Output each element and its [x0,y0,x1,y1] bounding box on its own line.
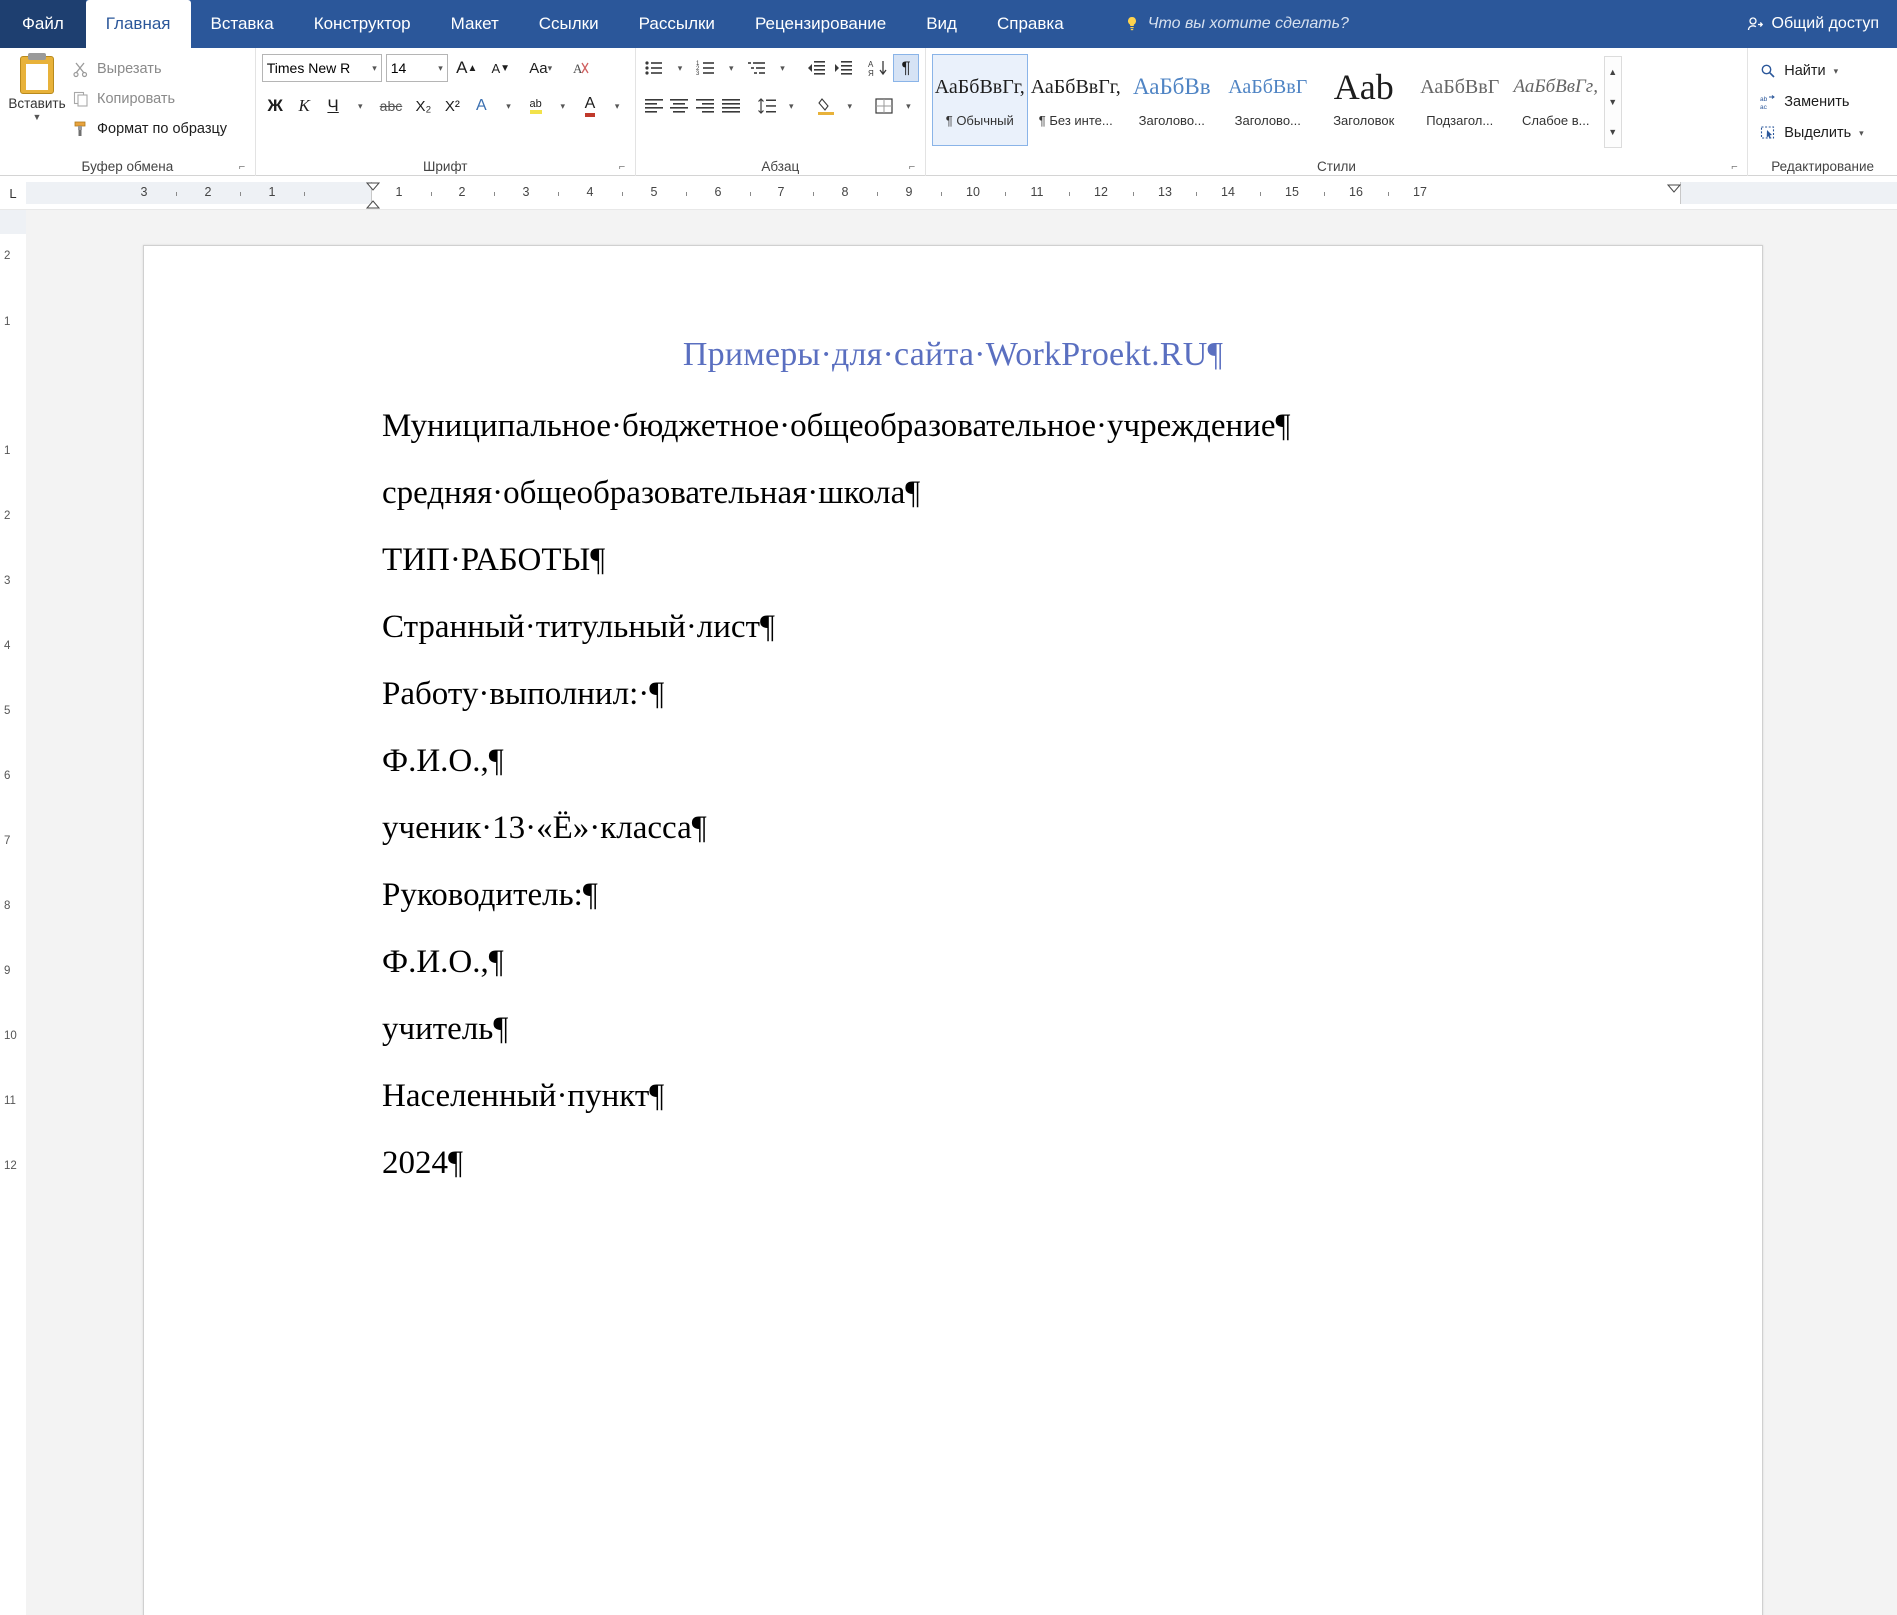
ruler-number: 3 [140,185,148,199]
ruler-number: 5 [650,185,658,199]
tab-file[interactable] [0,0,86,48]
svg-text:А: А [867,60,874,69]
replace-icon [1760,94,1776,110]
sort-button[interactable] [866,54,891,82]
style-item-title[interactable] [1316,54,1412,146]
vruler-number: 10 [4,1030,17,1042]
superscript-button[interactable] [439,92,466,120]
tab-view[interactable] [906,0,977,48]
chevron-down-icon[interactable]: ▾ [372,63,377,73]
document-area[interactable] [0,210,1897,1615]
ruler-number: 4 [586,185,594,199]
ribbon-group-paragraph [636,48,926,176]
style-preview: АаБбВвГ [1420,75,1500,98]
highlight-label: ab [530,98,542,114]
style-name: Слабое в... [1522,113,1590,128]
copy-label: Копировать [97,90,176,107]
style-name: ¶ Без инте... [1038,113,1113,128]
editing-group-title: Редактирование [1771,159,1875,174]
shading-button[interactable] [814,92,838,120]
document-title-line: Примеры·для·сайта·WorkProekt.RU¶ [682,336,1224,373]
share-icon [1746,15,1764,33]
vruler-number: 4 [4,640,11,652]
format-painter-button[interactable] [68,116,231,141]
document-body[interactable] [144,246,1762,1180]
style-item-subtle-emphasis[interactable] [1508,54,1604,146]
vruler-number: 1 [4,445,11,457]
chevron-down-icon[interactable]: ▼ [32,112,42,122]
font-size-value: 14 [390,60,407,76]
document-paragraph: Муниципальное·бюджетное·общеобразовательное·учреждение¶ [382,408,1291,444]
style-item-heading-1[interactable] [1124,54,1220,146]
italic-button[interactable] [291,92,318,120]
style-preview: АаБбВвГг, [934,75,1025,98]
styles-more-icon[interactable]: ▼ [1608,127,1618,137]
bullets-icon [644,59,664,77]
paste-button[interactable] [6,52,68,152]
superscript-label: X² [444,97,460,115]
document-paragraph: средняя·общеобразовательная·школа¶ [382,475,921,511]
increase-indent-button[interactable] [831,54,856,82]
tab-mailings-label: Рассылки [638,14,715,33]
font-color-button[interactable] [577,92,604,120]
font-dialog-launcher[interactable]: ⌐ [618,161,626,173]
scroll-up-icon[interactable]: ▲ [1608,67,1618,77]
chevron-down-icon[interactable]: ▾ [438,63,443,73]
cut-label: Вырезать [97,60,162,77]
document-page[interactable] [143,245,1763,1615]
style-preview: Aab [1333,67,1394,107]
grow-font-button[interactable]: A ▲ [456,58,478,77]
ruler-number: 16 [1349,185,1363,199]
svg-text:3: 3 [695,71,699,77]
ruler-number: 3 [522,185,530,199]
vruler-number: 7 [4,835,11,847]
numbering-icon [696,59,716,77]
ruler-area [0,176,1897,210]
document-paragraph: Населенный·пункт¶ [382,1078,665,1114]
font-color-dropdown[interactable]: ▾ [614,101,620,111]
style-preview: АаБбВвГ [1228,75,1308,98]
tab-design[interactable] [294,0,431,48]
tab-help-label: Справка [996,14,1064,33]
styles-dialog-launcher[interactable]: ⌐ [1731,161,1738,173]
paste-icon [20,56,54,94]
style-item-no-spacing[interactable] [1028,54,1124,146]
font-color-label: A [585,95,596,117]
text-effects-button[interactable] [468,92,495,120]
ruler-number: 12 [1094,185,1108,199]
line-spacing-icon [757,97,777,115]
document-paragraph: Ф.И.О.,¶ [382,944,504,980]
vruler-number: 11 [4,1095,16,1107]
decrease-indent-button[interactable] [804,54,829,82]
styles-gallery[interactable] [932,52,1742,148]
document-paragraph: 2024¶ [382,1145,463,1181]
svg-text:2: 2 [695,66,699,72]
svg-text:Я: Я [867,69,874,77]
horizontal-ruler[interactable] [26,182,1897,204]
style-name: ¶ Обычный [945,113,1014,128]
tab-references[interactable] [519,0,619,48]
tab-review[interactable] [735,0,906,48]
paste-label: Вставить [8,96,66,111]
vertical-ruler[interactable] [0,210,26,1615]
ruler-number: 10 [966,185,980,199]
format-painter-label: Формат по образцу [97,120,228,137]
align-left-button[interactable] [642,92,666,120]
align-center-button[interactable] [668,92,692,120]
ruler-number: 15 [1285,185,1299,199]
tab-file-label: Файл [22,14,64,33]
first-line-indent-marker[interactable] [366,178,380,187]
bold-label: Ж [267,96,283,115]
chevron-down-icon[interactable]: ▾ [1833,66,1839,76]
ribbon-group-font [256,48,636,176]
show-marks-label: ¶ [901,58,911,77]
underline-dropdown[interactable]: ▾ [357,101,363,111]
multilevel-list-button[interactable] [744,54,769,82]
ruler-number: 2 [458,185,466,199]
font-group-title: Шрифт [423,159,468,174]
underline-button[interactable] [320,92,347,120]
tab-insert-label: Вставка [210,14,274,33]
clipboard-dialog-launcher[interactable]: ⌐ [238,161,246,173]
cut-button[interactable] [68,56,231,81]
shrink-font-label: A [491,60,501,76]
align-center-icon [669,97,689,115]
shrink-font-button[interactable]: A ▼ [491,60,511,76]
clear-formatting-button[interactable] [566,54,596,82]
justify-button[interactable] [719,92,743,120]
strikethrough-label: abc [379,98,403,114]
ruler-number: 17 [1413,185,1427,199]
vruler-number: 2 [4,510,11,522]
tell-me-placeholder-text: Что вы хотите сделать? [1147,15,1349,32]
change-case-label: Aa [529,59,548,77]
font-size-combobox[interactable] [386,54,448,82]
right-indent-marker[interactable] [1667,180,1681,190]
decrease-indent-icon [806,59,826,77]
highlight-button[interactable] [522,92,549,120]
justify-icon [721,97,741,115]
font-name-value: Times New R [266,60,351,76]
svg-text:A: A [572,61,583,76]
clear-formatting-icon [571,58,591,78]
svg-text:1: 1 [695,61,699,67]
copy-icon [72,90,90,108]
find-label: Найти [1784,63,1826,79]
ruler-number: 9 [905,185,913,199]
ruler-number: 6 [714,185,722,199]
style-name: Заголово... [1234,113,1301,128]
vruler-number: 5 [4,705,11,717]
styles-group-title: Стили [1317,159,1356,174]
tab-layout-label: Макет [450,14,499,33]
format-painter-icon [72,120,90,138]
tab-review-label: Рецензирование [754,14,887,33]
bold-button[interactable] [262,92,289,120]
find-button[interactable] [1754,58,1891,84]
ruler-number: 13 [1158,185,1172,199]
ruler-number: 7 [777,185,785,199]
ruler-number: 1 [268,185,276,199]
bullets-button[interactable] [642,54,667,82]
show-formatting-marks-button[interactable] [893,54,918,82]
shading-dropdown[interactable]: ▾ [847,101,853,111]
vruler-number: 8 [4,900,11,912]
hanging-indent-marker[interactable] [366,197,380,207]
vruler-number: 3 [4,575,11,587]
text-effects-label: A [476,97,487,114]
style-preview: АаБбВв [1132,74,1211,99]
replace-button[interactable] [1754,89,1891,115]
svg-text:ab: ab [1760,96,1768,103]
share-label: Общий доступ [1771,15,1879,32]
tell-me-search[interactable] [1124,0,1554,48]
document-paragraph: Странный·титульный·лист¶ [382,609,775,645]
vruler-number: 2 [4,250,11,262]
scissors-icon [72,60,90,78]
numbering-dropdown[interactable]: ▾ [729,63,734,73]
highlight-dropdown[interactable]: ▾ [560,101,566,111]
style-item-heading-2[interactable] [1220,54,1316,146]
vruler-number: 12 [4,1160,17,1172]
scroll-down-icon[interactable]: ▼ [1608,97,1618,107]
style-item-normal[interactable] [932,54,1028,146]
increase-indent-icon [833,59,853,77]
ribbon-group-editing [1748,48,1897,176]
ruler-text-area [371,182,1681,204]
svg-text:ac: ac [1760,104,1768,110]
strikethrough-button[interactable] [374,92,408,120]
align-right-icon [695,97,715,115]
style-name: Подзагол... [1426,113,1494,128]
tab-help[interactable] [977,0,1084,48]
ribbon [0,48,1897,176]
ribbon-tab-bar [0,0,1897,48]
clipboard-group-title: Буфер обмена [81,159,174,174]
borders-icon [874,97,894,115]
font-name-combobox[interactable] [262,54,382,82]
underline-label: Ч [327,96,339,115]
tab-mailings[interactable] [619,0,735,48]
document-paragraph: ученик·13·«Ё»·класса¶ [382,810,707,846]
multilevel-list-dropdown[interactable]: ▾ [780,63,785,73]
multilevel-list-icon [747,59,767,77]
chevron-down-icon[interactable]: ▾ [1859,128,1864,138]
change-case-button[interactable]: Aa ▾ [529,59,553,77]
tab-insert[interactable] [191,0,294,48]
numbering-button[interactable] [693,54,718,82]
document-paragraph: ТИП·РАБОТЫ¶ [382,542,606,578]
vertical-ruler-text-area [0,234,26,1615]
select-button[interactable] [1754,120,1891,146]
copy-button[interactable] [68,86,231,111]
text-effects-dropdown[interactable]: ▾ [506,101,511,111]
style-name: Заголовок [1333,113,1395,128]
align-left-icon [644,97,664,115]
line-spacing-dropdown[interactable]: ▾ [788,101,794,111]
tab-references-label: Ссылки [538,14,599,33]
tab-home-label: Главная [105,14,171,33]
grow-font-label: A [456,58,468,77]
ribbon-group-styles [926,48,1749,176]
tab-home[interactable] [86,0,191,48]
document-paragraph: Руководитель:¶ [382,877,598,913]
styles-gallery-scrollbar[interactable] [1604,56,1622,148]
document-paragraph: учитель¶ [382,1011,509,1047]
borders-button[interactable] [872,92,896,120]
style-name: Заголово... [1138,113,1205,128]
shading-icon [816,97,836,115]
italic-label: К [298,96,310,115]
select-icon [1760,125,1776,141]
align-right-button[interactable] [693,92,717,120]
bullets-dropdown[interactable]: ▾ [677,63,683,73]
ribbon-group-clipboard [0,48,256,176]
lightbulb-icon [1124,16,1140,32]
ruler-number: 14 [1221,185,1235,199]
style-preview: АаБбВвГг, [1030,75,1121,98]
select-label: Выделить [1784,125,1852,141]
subscript-label: X₂ [415,97,432,115]
ruler-number: 2 [204,185,212,199]
style-preview: АаБбВвГг, [1513,76,1598,97]
paragraph-group-title: Абзац [761,159,800,174]
tab-view-label: Вид [926,14,957,33]
share-button[interactable] [1746,0,1880,48]
sort-icon [868,59,890,77]
borders-dropdown[interactable]: ▾ [906,101,911,111]
ruler-number: 1 [395,185,403,199]
line-spacing-button[interactable] [755,92,779,120]
tab-layout[interactable] [431,0,519,48]
paragraph-dialog-launcher[interactable]: ⌐ [908,161,916,173]
subscript-button[interactable] [410,92,437,120]
style-item-subtitle[interactable] [1412,54,1508,146]
ruler-number: 8 [841,185,849,199]
tab-stop-selector[interactable]: L [9,185,17,201]
vruler-number: 1 [4,316,11,328]
search-icon [1760,63,1776,79]
replace-label: Заменить [1784,94,1850,110]
ruler-number: 11 [1030,185,1044,199]
tab-design-label: Конструктор [313,14,411,33]
document-paragraph: Работу·выполнил:·¶ [382,676,665,712]
vruler-number: 9 [4,965,11,977]
vruler-number: 6 [4,770,11,782]
document-paragraph: Ф.И.О.,¶ [382,743,504,779]
